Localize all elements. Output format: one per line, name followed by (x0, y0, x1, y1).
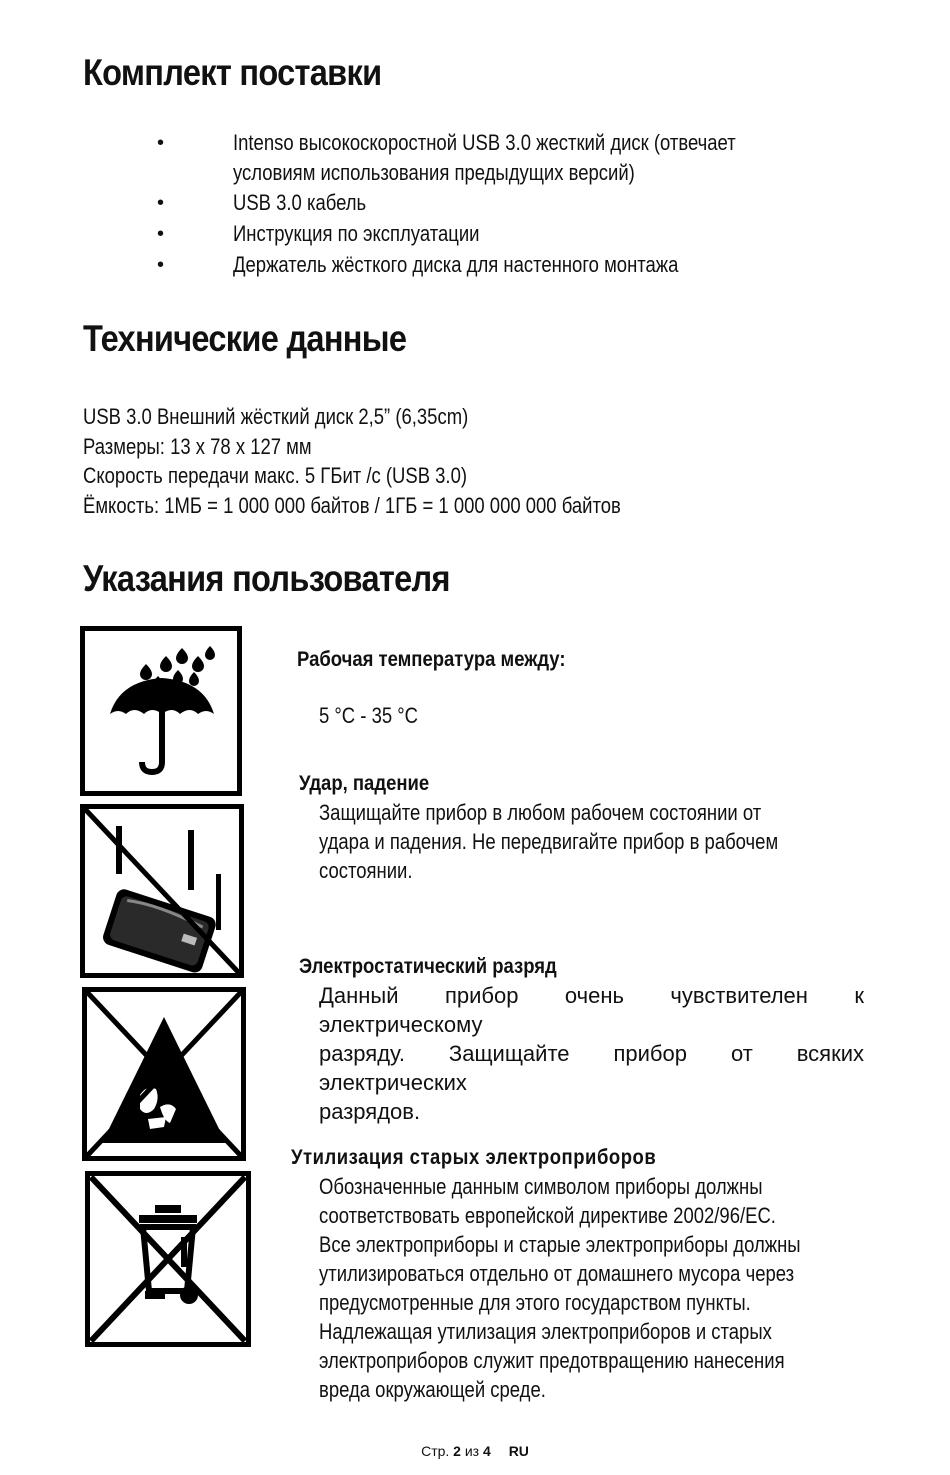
temperature-title: Рабочая температура между: (297, 648, 566, 671)
bullet: • (157, 132, 165, 154)
text-line: состоянии. (319, 858, 413, 883)
list-item-text: условиям использования предыдущих версий) (233, 160, 635, 185)
specs-block (83, 402, 621, 520)
text-line: вреда окружающей среде. (319, 1377, 546, 1402)
list-item (0, 250, 950, 281)
spec-line: Ёмкость: 1МБ = 1 000 000 байтов / 1ГБ = 1 000 000 000 байтов (83, 492, 621, 518)
temperature-value: 5 °C - 35 °C (319, 703, 419, 728)
text-line: электроприборов служит предотвращению нанесения (319, 1348, 785, 1373)
esd-title: Электростатический разряд (299, 955, 557, 978)
list-item-text: USB 3.0 кабель (233, 190, 367, 215)
spec-line: Размеры: 13 x 78 x 127 мм (83, 433, 312, 459)
language-code: RU (508, 1443, 529, 1459)
shock-title: Удар, падение (299, 772, 430, 795)
page-label: Стр. (421, 1443, 450, 1459)
page-of: из (464, 1443, 480, 1459)
spec-line: USB 3.0 Внешний жёсткий диск 2,5” (6,35cm) (83, 404, 469, 429)
list-item-text: Intenso высокоскоростной USB 3.0 жесткий диск (отвечает (233, 130, 736, 155)
text-line: разрядов. (319, 1099, 421, 1124)
shock-body (319, 798, 778, 885)
text-line: предусмотренные для этого государством пункты. (319, 1290, 751, 1315)
text-line: Надлежащая утилизация электроприборов и старых (319, 1319, 772, 1344)
contents-title: Комплект поставки (83, 52, 382, 93)
no-esd-icon (82, 987, 246, 1161)
list-item (0, 219, 950, 250)
contents-list (0, 128, 950, 281)
text-line: Все электроприборы и старые электроприборы должны (319, 1232, 801, 1257)
bullet: • (157, 254, 165, 276)
text-line: Обозначенные данным символом приборы должны (319, 1174, 763, 1199)
text-line: Защищайте прибор в любом рабочем состоянии от (319, 800, 762, 825)
disposal-title: Утилизация старых электроприборов (291, 1146, 657, 1169)
specs-title: Технические данные (83, 318, 407, 359)
text-line: удара и падения. Не передвигайте прибор в рабочем (319, 829, 779, 854)
crossed-bin-icon (85, 1171, 251, 1347)
bullet: • (157, 223, 165, 245)
page-total: 4 (483, 1443, 491, 1459)
bullet: • (157, 192, 165, 214)
text-line: утилизироваться отдельно от домашнего мусора через (319, 1261, 795, 1286)
page-current: 2 (453, 1443, 461, 1459)
esd-body (319, 981, 864, 1126)
notes-title: Указания пользователя (83, 558, 450, 599)
disposal-body (319, 1172, 801, 1404)
page-footer (0, 1443, 950, 1459)
no-drop-icon (80, 804, 244, 978)
text-line: разряду. Защищайте прибор от всяких электрических (319, 1041, 864, 1095)
text-line: соответствовать европейской директиве 2002/96/EC. (319, 1203, 776, 1228)
umbrella-rain-icon (80, 626, 242, 796)
list-item-text: Инструкция по эксплуатации (233, 221, 480, 246)
list-item (0, 188, 950, 219)
list-item (0, 128, 950, 188)
list-item-text: Держатель жёсткого диска для настенного монтажа (233, 252, 679, 277)
text-line: Данный прибор очень чувствителен к электрическому (319, 983, 864, 1037)
spec-line: Скорость передачи макс. 5 ГБит /с (USB 3.0) (83, 463, 468, 488)
